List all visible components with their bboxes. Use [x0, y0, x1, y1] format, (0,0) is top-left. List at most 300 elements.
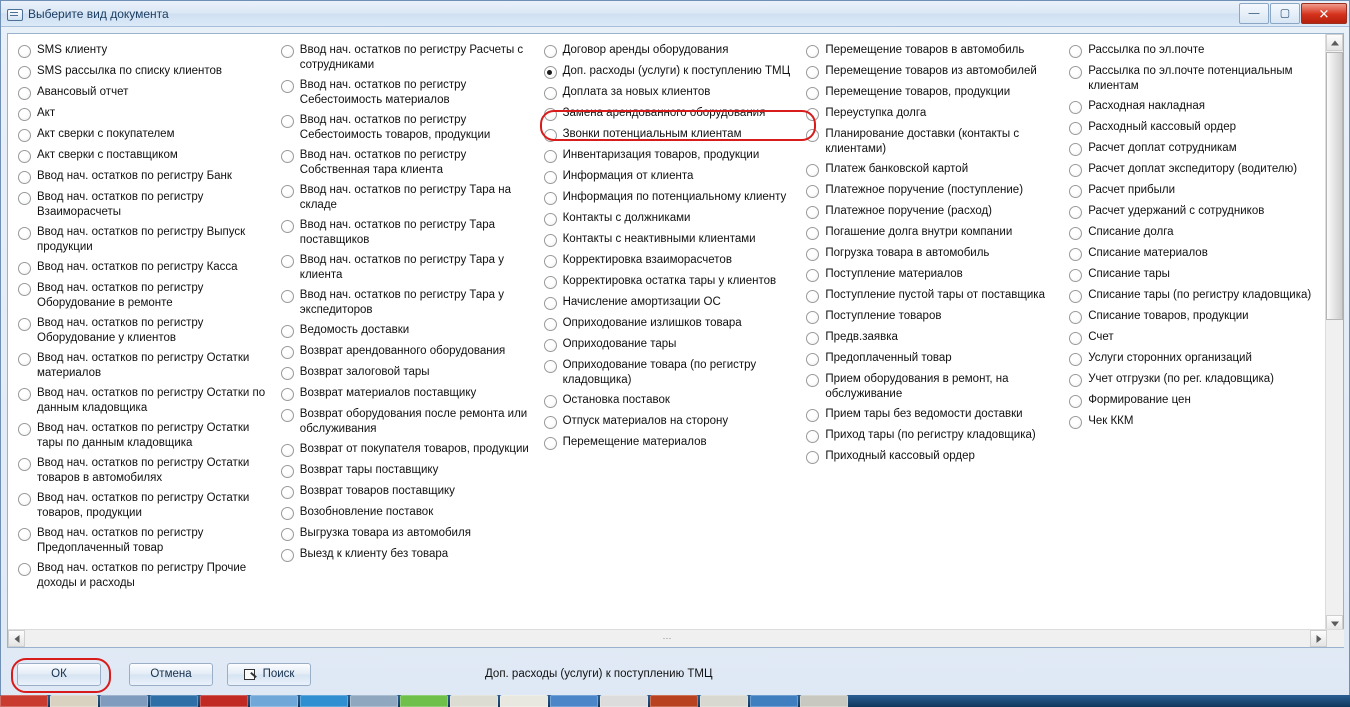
radio-button-icon[interactable]	[281, 486, 294, 499]
document-type-option[interactable]	[14, 348, 275, 383]
document-type-option[interactable]	[802, 124, 1063, 159]
document-type-option[interactable]	[540, 103, 801, 124]
document-type-option[interactable]	[540, 355, 801, 390]
document-type-label: Списание тары	[1088, 268, 1170, 280]
radio-column	[277, 40, 540, 593]
radio-column	[802, 40, 1065, 593]
radio-button-icon[interactable]	[281, 444, 294, 457]
radio-button-icon[interactable]	[806, 108, 819, 121]
document-type-option[interactable]	[277, 544, 538, 565]
document-type-label: Погашение долга внутри компании	[825, 226, 1013, 238]
radio-button-icon[interactable]	[806, 332, 819, 345]
vertical-scrollbar[interactable]	[1325, 34, 1343, 632]
document-type-option[interactable]	[277, 110, 538, 145]
document-type-label: Ввод нач. остатков по регистру Остатки товаров в автомобилях	[37, 457, 250, 484]
taskbar-item[interactable]	[100, 695, 148, 707]
taskbar-item[interactable]	[500, 695, 548, 707]
search-icon	[244, 668, 258, 680]
document-type-label: Ввод нач. остатков по регистру Собственная тара клиента	[299, 149, 467, 176]
radio-button-icon[interactable]	[806, 185, 819, 198]
radio-button-icon[interactable]	[1069, 122, 1082, 135]
document-type-option[interactable]	[802, 201, 1063, 222]
document-type-option[interactable]	[1065, 159, 1326, 180]
document-type-option[interactable]	[277, 439, 538, 460]
document-type-option[interactable]	[540, 82, 801, 103]
radio-button-icon[interactable]	[281, 185, 294, 198]
document-type-label: Ввод нач. остатков по регистру Выпуск продукции	[37, 226, 246, 253]
document-type-option[interactable]	[14, 488, 275, 523]
document-type-label: Информация от клиента	[562, 170, 694, 182]
document-type-option[interactable]	[1065, 222, 1326, 243]
document-type-option[interactable]	[802, 306, 1063, 327]
taskbar[interactable]	[0, 695, 1350, 707]
document-type-label: Перемещение товаров, продукции	[825, 86, 1011, 98]
scroll-left-button[interactable]	[8, 630, 25, 647]
document-type-option[interactable]	[802, 159, 1063, 180]
document-type-option[interactable]	[802, 327, 1063, 348]
radio-button-icon[interactable]	[281, 465, 294, 478]
minimize-button[interactable]	[1239, 3, 1269, 24]
radio-button-icon[interactable]	[806, 164, 819, 177]
document-type-option[interactable]	[14, 313, 275, 348]
radio-button-icon[interactable]	[281, 115, 294, 128]
radio-button-icon[interactable]	[1069, 269, 1082, 282]
document-type-option[interactable]	[14, 558, 275, 593]
document-type-option[interactable]	[14, 278, 275, 313]
document-type-option[interactable]	[1065, 327, 1326, 348]
radio-button-icon[interactable]	[281, 388, 294, 401]
radio-button-icon[interactable]	[281, 45, 294, 58]
document-type-label: Звонки потенциальным клиентам	[562, 128, 742, 140]
document-type-option[interactable]	[540, 145, 801, 166]
document-type-label: Оприходование товара (по регистру кладовщика)	[562, 359, 757, 386]
document-type-option[interactable]	[802, 369, 1063, 404]
radio-button-icon[interactable]	[281, 528, 294, 541]
radio-button-icon[interactable]	[18, 150, 31, 163]
document-type-label: Ввод нач. остатков по регистру Остатки материалов	[37, 352, 250, 379]
taskbar-item[interactable]	[50, 695, 98, 707]
document-type-option[interactable]	[14, 103, 275, 124]
document-type-option[interactable]	[1065, 180, 1326, 201]
document-type-label: Ввод нач. остатков по регистру Тара поставщиков	[299, 219, 496, 246]
radio-button-icon[interactable]	[281, 290, 294, 303]
radio-button-icon[interactable]	[18, 45, 31, 58]
document-type-label: Расчет доплат экспедитору (водителю)	[1088, 163, 1298, 175]
document-type-option[interactable]	[277, 215, 538, 250]
document-type-option[interactable]	[277, 40, 538, 75]
radio-button-icon[interactable]	[18, 493, 31, 506]
radio-button-icon[interactable]	[544, 416, 557, 429]
radio-button-icon[interactable]	[281, 80, 294, 93]
radio-button-icon[interactable]	[18, 66, 31, 79]
radio-button-icon[interactable]	[18, 262, 31, 275]
document-type-option[interactable]	[14, 453, 275, 488]
document-type-label: Контакты с неактивными клиентами	[562, 233, 756, 245]
taskbar-item[interactable]	[200, 695, 248, 707]
radio-button-icon[interactable]	[18, 423, 31, 436]
document-type-option[interactable]	[277, 250, 538, 285]
taskbar-item[interactable]	[400, 695, 448, 707]
document-type-label: Чек ККМ	[1088, 415, 1134, 427]
document-type-option[interactable]	[540, 61, 801, 82]
minimize-icon: —	[1248, 7, 1260, 19]
document-type-option[interactable]	[802, 348, 1063, 369]
radio-button-icon[interactable]	[806, 409, 819, 422]
document-type-label: Ввод нач. остатков по регистру Расчеты с сотрудниками	[299, 44, 524, 71]
document-type-label: Платежное поручение (расход)	[825, 205, 993, 217]
document-type-option[interactable]	[1065, 61, 1326, 96]
document-type-option[interactable]	[1065, 411, 1326, 432]
document-type-option[interactable]	[1065, 40, 1326, 61]
radio-button-icon[interactable]	[18, 563, 31, 576]
document-type-option[interactable]	[540, 411, 801, 432]
document-type-option[interactable]	[1065, 306, 1326, 327]
document-type-option[interactable]	[540, 187, 801, 208]
radio-button-icon[interactable]	[544, 87, 557, 100]
document-type-option[interactable]	[802, 61, 1063, 82]
document-type-label: Перемещение материалов	[562, 436, 707, 448]
radio-button-icon[interactable]	[806, 374, 819, 387]
document-type-label: Ввод нач. остатков по регистру Тара у клиента	[299, 254, 505, 281]
radio-button-icon[interactable]	[18, 528, 31, 541]
taskbar-item[interactable]	[650, 695, 698, 707]
radio-button-icon[interactable]	[281, 507, 294, 520]
radio-button-icon[interactable]	[806, 248, 819, 261]
radio-button-icon[interactable]	[1069, 353, 1082, 366]
document-type-option[interactable]	[1065, 390, 1326, 411]
document-type-label: Прием оборудования в ремонт, на обслуживание	[825, 373, 1009, 400]
taskbar-item[interactable]	[350, 695, 398, 707]
document-type-label: Возврат от покупателя товаров, продукции	[299, 443, 529, 455]
document-type-label: Возврат товаров поставщику	[299, 485, 455, 497]
document-type-option[interactable]	[14, 523, 275, 558]
close-button[interactable]	[1301, 3, 1347, 24]
radio-button-icon[interactable]	[806, 227, 819, 240]
document-type-list-panel	[7, 33, 1344, 648]
document-type-option[interactable]	[14, 61, 275, 82]
document-type-option[interactable]	[540, 390, 801, 411]
document-type-label: Расходный кассовый ордер	[1088, 121, 1237, 133]
radio-button-icon[interactable]	[18, 171, 31, 184]
document-type-label: Приход тары (по регистру кладовщика)	[825, 429, 1036, 441]
document-type-label: Поступление пустой тары от поставщика	[825, 289, 1045, 301]
document-type-option[interactable]	[14, 124, 275, 145]
document-type-label: SMS клиенту	[37, 44, 108, 56]
document-type-label: Погрузка товара в автомобиль	[825, 247, 990, 259]
document-type-label: Расчет доплат сотрудникам	[1088, 142, 1237, 154]
radio-button-icon[interactable]	[544, 66, 557, 79]
document-type-label: Возврат арендованного оборудования	[299, 345, 506, 357]
document-type-label: Контакты с должниками	[562, 212, 691, 224]
document-type-label: Корректировка взаиморасчетов	[562, 254, 732, 266]
document-type-label: Списание тары (по регистру кладовщика)	[1088, 289, 1312, 301]
ok-button[interactable]: ОК	[17, 663, 101, 686]
document-type-option[interactable]	[277, 320, 538, 341]
radio-button-icon[interactable]	[806, 129, 819, 142]
document-type-option[interactable]	[1065, 369, 1326, 390]
document-type-option[interactable]	[540, 124, 801, 145]
radio-button-icon[interactable]	[1069, 66, 1082, 79]
document-type-label: Планирование доставки (контакты с клиентами)	[825, 128, 1020, 155]
radio-button-icon[interactable]	[18, 129, 31, 142]
radio-button-icon[interactable]	[544, 192, 557, 205]
document-type-label: Расчет прибыли	[1088, 184, 1175, 196]
radio-button-icon[interactable]	[806, 451, 819, 464]
document-type-option[interactable]	[540, 313, 801, 334]
radio-button-icon[interactable]	[1069, 164, 1082, 177]
radio-button-icon[interactable]	[544, 395, 557, 408]
radio-button-icon[interactable]	[1069, 416, 1082, 429]
ok-button-wrap	[17, 663, 115, 686]
document-type-option[interactable]	[802, 82, 1063, 103]
radio-button-icon[interactable]	[1069, 290, 1082, 303]
document-type-option[interactable]	[14, 145, 275, 166]
document-type-option[interactable]	[14, 166, 275, 187]
radio-button-icon[interactable]	[544, 45, 557, 58]
radio-button-icon[interactable]	[544, 297, 557, 310]
document-type-option[interactable]	[14, 222, 275, 257]
radio-button-icon[interactable]	[18, 318, 31, 331]
radio-button-icon[interactable]	[281, 409, 294, 422]
document-type-option[interactable]	[802, 243, 1063, 264]
document-type-option[interactable]	[277, 523, 538, 544]
taskbar-item[interactable]	[800, 695, 848, 707]
radio-column	[1065, 40, 1328, 593]
document-type-label: Доплата за новых клиентов	[562, 86, 711, 98]
document-type-option[interactable]	[14, 82, 275, 103]
maximize-button[interactable]	[1270, 3, 1300, 24]
document-type-option[interactable]	[802, 103, 1063, 124]
chevron-down-icon	[1331, 621, 1339, 626]
cancel-button[interactable]: Отмена	[129, 663, 213, 686]
taskbar-item[interactable]	[150, 695, 198, 707]
radio-button-icon[interactable]	[1069, 332, 1082, 345]
scroll-up-button[interactable]	[1326, 34, 1343, 51]
document-type-option[interactable]	[540, 271, 801, 292]
radio-button-icon[interactable]	[281, 367, 294, 380]
document-type-label: Корректировка остатка тары у клиентов	[562, 275, 777, 287]
document-type-label: Отпуск материалов на сторону	[562, 415, 729, 427]
document-type-option[interactable]	[277, 460, 538, 481]
document-type-option[interactable]	[802, 264, 1063, 285]
document-type-label: Учет отгрузки (по рег. кладовщика)	[1088, 373, 1275, 385]
radio-column	[540, 40, 803, 593]
document-type-label: Акт	[37, 107, 56, 119]
radio-button-icon[interactable]	[18, 388, 31, 401]
radio-button-icon[interactable]	[544, 276, 557, 289]
radio-button-icon[interactable]	[806, 45, 819, 58]
document-type-label: Оприходование тары	[562, 338, 677, 350]
taskbar-item[interactable]	[0, 695, 48, 707]
document-type-option[interactable]	[802, 425, 1063, 446]
radio-button-icon[interactable]	[806, 353, 819, 366]
document-type-option[interactable]	[540, 432, 801, 453]
document-type-option[interactable]	[540, 250, 801, 271]
document-type-option[interactable]	[540, 334, 801, 355]
document-type-label: Платежное поручение (поступление)	[825, 184, 1024, 196]
search-button-label: Поиск	[262, 668, 295, 680]
document-type-option[interactable]	[1065, 285, 1326, 306]
document-type-label: Информация по потенциальному клиенту	[562, 191, 787, 203]
document-type-option[interactable]	[277, 285, 538, 320]
maximize-icon: ▢	[1279, 7, 1291, 19]
radio-button-icon[interactable]	[544, 213, 557, 226]
document-type-option[interactable]	[540, 229, 801, 250]
document-type-option[interactable]	[1065, 264, 1326, 285]
window-title: Выберите вид документа	[28, 6, 169, 21]
radio-button-icon[interactable]	[1069, 101, 1082, 114]
document-type-option[interactable]	[1065, 138, 1326, 159]
document-type-label: Предоплаченный товар	[825, 352, 952, 364]
document-type-option[interactable]	[277, 145, 538, 180]
close-icon: ✕	[1318, 6, 1330, 21]
document-type-label: Акт сверки с поставщиком	[37, 149, 178, 161]
radio-button-icon[interactable]	[544, 171, 557, 184]
document-type-label: Инвентаризация товаров, продукции	[562, 149, 760, 161]
document-type-list[interactable]	[8, 34, 1328, 632]
document-type-option[interactable]	[277, 502, 538, 523]
radio-button-icon[interactable]	[281, 325, 294, 338]
document-type-label: Счет	[1088, 331, 1114, 343]
document-type-option[interactable]	[1065, 117, 1326, 138]
taskbar-item[interactable]	[700, 695, 748, 707]
radio-button-icon[interactable]	[544, 150, 557, 163]
document-type-option[interactable]	[1065, 243, 1326, 264]
taskbar-item[interactable]	[750, 695, 798, 707]
radio-button-icon[interactable]	[544, 318, 557, 331]
document-type-label: Перемещение товаров в автомобиль	[825, 44, 1025, 56]
document-type-option[interactable]	[802, 285, 1063, 306]
document-type-label: Ввод нач. остатков по регистру Себестоимость товаров, продукции	[299, 114, 491, 141]
document-type-label: Выезд к клиенту без товара	[299, 548, 449, 560]
radio-button-icon[interactable]	[806, 66, 819, 79]
radio-button-icon[interactable]	[806, 311, 819, 324]
radio-button-icon[interactable]	[1069, 395, 1082, 408]
radio-button-icon[interactable]	[18, 353, 31, 366]
radio-button-icon[interactable]	[1069, 248, 1082, 261]
document-type-label: Ввод нач. остатков по регистру Прочие доходы и расходы	[37, 562, 247, 589]
radio-button-icon[interactable]	[544, 360, 557, 373]
document-type-option[interactable]	[802, 446, 1063, 467]
document-type-label: Ввод нач. остатков по регистру Оборудование у клиентов	[37, 317, 204, 344]
document-type-label: Предв.заявка	[825, 331, 898, 343]
radio-button-icon[interactable]	[544, 437, 557, 450]
document-type-option[interactable]	[14, 187, 275, 222]
taskbar-item[interactable]	[550, 695, 598, 707]
search-button[interactable]	[227, 663, 311, 686]
document-type-label: Приходный кассовый ордер	[825, 450, 975, 462]
radio-button-icon[interactable]	[1069, 227, 1082, 240]
document-type-label: Выгрузка товара из автомобиля	[299, 527, 471, 539]
radio-button-icon[interactable]	[1069, 206, 1082, 219]
document-type-option[interactable]	[1065, 96, 1326, 117]
document-type-option[interactable]	[277, 481, 538, 502]
radio-button-icon[interactable]	[18, 283, 31, 296]
radio-button-icon[interactable]	[281, 255, 294, 268]
horizontal-scrollbar[interactable]	[8, 629, 1344, 647]
document-type-option[interactable]	[802, 40, 1063, 61]
document-type-option[interactable]	[277, 341, 538, 362]
radio-button-icon[interactable]	[1069, 185, 1082, 198]
document-type-option[interactable]	[14, 40, 275, 61]
document-type-option[interactable]	[540, 208, 801, 229]
document-type-option[interactable]	[277, 180, 538, 215]
document-type-option[interactable]	[277, 75, 538, 110]
taskbar-item[interactable]	[600, 695, 648, 707]
document-type-label: Возврат тары поставщику	[299, 464, 439, 476]
document-type-option[interactable]	[14, 383, 275, 418]
radio-button-icon[interactable]	[281, 150, 294, 163]
radio-button-icon[interactable]	[1069, 45, 1082, 58]
radio-button-icon[interactable]	[806, 430, 819, 443]
document-type-label: SMS рассылка по списку клиентов	[37, 65, 223, 77]
document-type-option[interactable]	[540, 292, 801, 313]
document-type-label: Платеж банковской картой	[825, 163, 969, 175]
document-type-option[interactable]	[802, 180, 1063, 201]
taskbar-item[interactable]	[450, 695, 498, 707]
radio-button-icon[interactable]	[18, 87, 31, 100]
document-type-option[interactable]	[540, 166, 801, 187]
radio-button-icon[interactable]	[281, 220, 294, 233]
document-type-option[interactable]	[1065, 201, 1326, 222]
document-type-option[interactable]	[14, 418, 275, 453]
document-type-label: Начисление амортизации ОС	[562, 296, 721, 308]
document-type-label: Ввод нач. остатков по регистру Тара у экспедиторов	[299, 289, 505, 316]
document-type-label: Ввод нач. остатков по регистру Оборудование в ремонте	[37, 282, 204, 309]
document-type-option[interactable]	[540, 40, 801, 61]
radio-button-icon[interactable]	[1069, 311, 1082, 324]
document-type-option[interactable]	[277, 383, 538, 404]
document-type-option[interactable]	[277, 362, 538, 383]
radio-button-icon[interactable]	[281, 346, 294, 359]
document-type-option[interactable]	[802, 222, 1063, 243]
radio-button-icon[interactable]	[281, 549, 294, 562]
radio-button-icon[interactable]	[18, 192, 31, 205]
document-type-option[interactable]	[1065, 348, 1326, 369]
document-type-option[interactable]	[277, 404, 538, 439]
radio-button-icon[interactable]	[544, 108, 557, 121]
document-type-label: Услуги сторонних организаций	[1088, 352, 1252, 364]
radio-button-icon[interactable]	[544, 339, 557, 352]
taskbar-item[interactable]	[250, 695, 298, 707]
radio-button-icon[interactable]	[806, 269, 819, 282]
radio-button-icon[interactable]	[806, 206, 819, 219]
radio-button-icon[interactable]	[18, 108, 31, 121]
radio-button-icon[interactable]	[544, 234, 557, 247]
document-type-label: Ввод нач. остатков по регистру Остатки товаров, продукции	[37, 492, 250, 519]
radio-button-icon[interactable]	[18, 227, 31, 240]
scroll-right-button[interactable]	[1310, 630, 1327, 647]
radio-button-icon[interactable]	[544, 129, 557, 142]
document-type-option[interactable]	[14, 257, 275, 278]
document-type-label: Поступление товаров	[825, 310, 942, 322]
document-type-label: Расходная накладная	[1088, 100, 1205, 112]
document-type-option[interactable]	[802, 404, 1063, 425]
vertical-scroll-thumb[interactable]	[1326, 52, 1343, 320]
horizontal-scroll-track[interactable]	[26, 630, 1309, 647]
radio-button-icon[interactable]	[806, 290, 819, 303]
radio-button-icon[interactable]	[544, 255, 557, 268]
radio-button-icon[interactable]	[18, 458, 31, 471]
radio-button-icon[interactable]	[806, 87, 819, 100]
document-type-label: Договор аренды оборудования	[562, 44, 729, 56]
radio-button-icon[interactable]	[1069, 143, 1082, 156]
document-type-label: Списание товаров, продукции	[1088, 310, 1249, 322]
radio-button-icon[interactable]	[1069, 374, 1082, 387]
document-type-label: Ввод нач. остатков по регистру Банк	[37, 170, 232, 182]
window-controls	[1239, 3, 1347, 24]
taskbar-item[interactable]	[300, 695, 348, 707]
